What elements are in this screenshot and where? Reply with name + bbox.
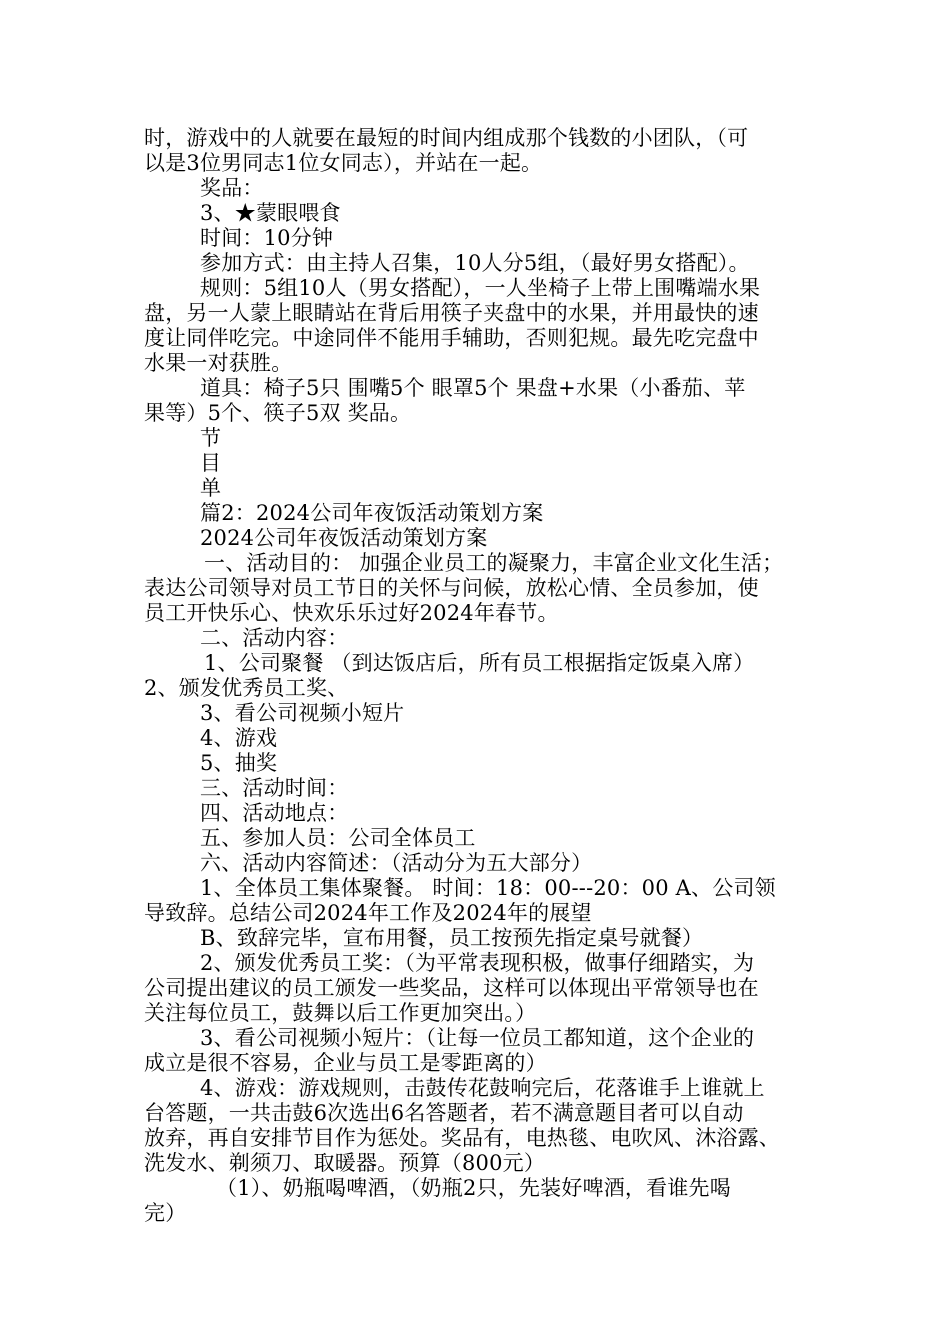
text-line: 四、活动地点： bbox=[200, 801, 349, 825]
text-line: 盘，另一人蒙上眼睛站在背后用筷子夹盘中的水果，并用最快的速 bbox=[144, 301, 759, 325]
text-line: 六、活动内容简述：（活动分为五大部分） bbox=[200, 851, 593, 875]
text-line: 完） bbox=[144, 1201, 187, 1225]
text-line: 奖品： bbox=[200, 176, 264, 200]
text-line: 成立是很不容易，企业与员工是零距离的） bbox=[144, 1051, 547, 1075]
text-line: 1、全体员工集体聚餐。 时间：18：00---20：00 A、公司领 bbox=[200, 876, 776, 900]
text-line: 台答题，一共击鼓6次选出6名答题者，若不满意题目者可以自动 bbox=[144, 1101, 744, 1125]
text-line: 表达公司领导对员工节日的关怀与问候，放松心情、全员参加，使 bbox=[144, 576, 759, 600]
text-line: 员工开快乐心、快欢乐乐过好2024年春节。 bbox=[144, 601, 559, 625]
text-line: 5、抽奖 bbox=[200, 751, 278, 775]
text-line: 时间：10分钟 bbox=[200, 226, 334, 250]
text-line: 3、★蒙眼喂食 bbox=[200, 201, 341, 225]
text-line: 目 bbox=[200, 451, 222, 475]
text-line: 参加方式：由主持人召集，10人分5组，（最好男女搭配）。 bbox=[200, 251, 750, 275]
text-line: 导致辞。总结公司2024年工作及2024年的展望 bbox=[144, 901, 592, 925]
text-line: 道具：椅子5只 围嘴5个 眼罩5个 果盘+水果（小番茄、苹 bbox=[200, 376, 746, 400]
text-line: 五、参加人员：公司全体员工 bbox=[200, 826, 476, 850]
text-line: 4、游戏 bbox=[200, 726, 278, 750]
text-line: 关注每位员工，鼓舞以后工作更加突出。） bbox=[144, 1001, 537, 1025]
text-line: 时，游戏中的人就要在最短的时间内组成那个钱数的小团队，（可 bbox=[144, 126, 749, 150]
text-line: 节 bbox=[200, 426, 222, 450]
text-line: 二、活动内容： bbox=[200, 626, 349, 650]
text-line: 公司提出建议的员工颁发一些奖品，这样可以体现出平常领导也在 bbox=[144, 976, 759, 1000]
text-line: 1、公司聚餐 （到达饭店后，所有员工根据指定饭桌入席） bbox=[204, 651, 755, 675]
text-line: 一、活动目的： 加强企业员工的凝聚力，丰富企业文化生活； bbox=[204, 551, 784, 575]
text-line: 4、游戏：游戏规则，击鼓传花鼓响完后，花落谁手上谁就上 bbox=[200, 1076, 765, 1100]
text-line: B、致辞完毕，宣布用餐，员工按预先指定桌号就餐） bbox=[200, 926, 704, 950]
text-line: 2、颁发优秀员工奖：（为平常表现积极，做事仔细踏实，为 bbox=[200, 951, 755, 975]
text-line: 规则：5组10人（男女搭配），一人坐椅子上带上围嘴端水果 bbox=[200, 276, 761, 300]
text-line: （1）、奶瓶喝啤酒，（奶瓶2只，先装好啤酒，看谁先喝 bbox=[216, 1176, 731, 1200]
text-line: 三、活动时间： bbox=[200, 776, 349, 800]
text-line: 放弃，再自安排节目作为惩处。奖品有，电热毯、电吹风、沐浴露、 bbox=[144, 1126, 780, 1150]
section-heading: 篇2：2024公司年夜饭活动策划方案 bbox=[200, 501, 544, 525]
text-line: 洗发水、剃须刀、取暖器。预算（800元） bbox=[144, 1151, 546, 1175]
text-line: 单 bbox=[200, 476, 222, 500]
text-line: 3、看公司视频小短片：（让每一位员工都知道，这个企业的 bbox=[200, 1026, 755, 1050]
text-line: 3、看公司视频小短片 bbox=[200, 701, 405, 725]
text-line: 度让同伴吃完。中途同伴不能用手辅助，否则犯规。最先吃完盘中 bbox=[144, 326, 759, 350]
text-line: 2、颁发优秀员工奖、 bbox=[144, 676, 349, 700]
text-line: 以是3位男同志1位女同志），并站在一起。 bbox=[144, 151, 543, 175]
text-line: 水果一对获胜。 bbox=[144, 351, 293, 375]
section-title: 2024公司年夜饭活动策划方案 bbox=[200, 526, 488, 550]
text-line: 果等）5个、筷子5双 奖品。 bbox=[144, 401, 412, 425]
